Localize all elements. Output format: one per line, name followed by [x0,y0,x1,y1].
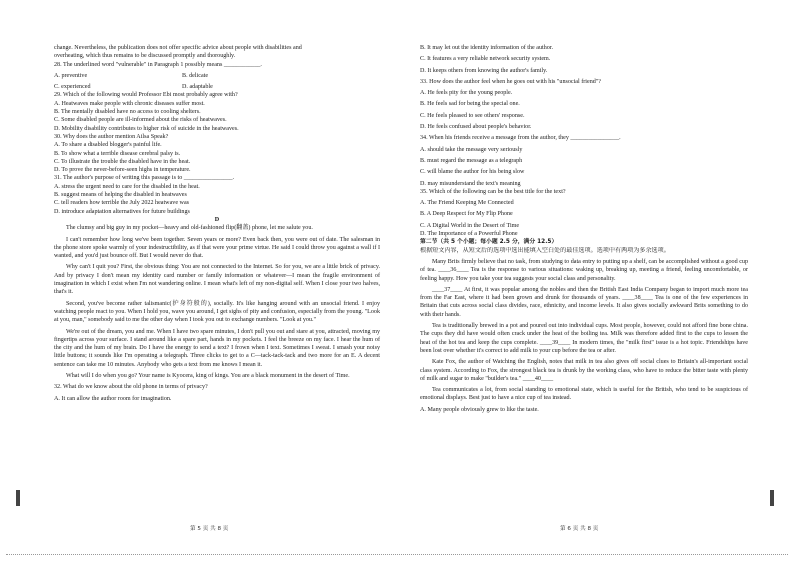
text-line: C. will blame the author for his being slow [420,169,525,176]
answer-option: C. experienced [54,84,91,91]
paragraph: Kate Fox, the author of Watching the English, notes that milk in tea also gives off social clues to Britain's all-important social class system. According to Fox, the strongest black tea is drunk by the working class, who have to reduce the bitter taste with plenty of milk and sugar to make "builder's tea." ____40____ [420,359,748,382]
text-line: change. Nevertheless, the publication does not offer specific advice about people with disabilities and [54,45,302,51]
text-line: C. To illustrate the trouble the disabled have in the heat. [54,158,191,165]
text-line: overheating, which thus remains to be discussed promptly and thoroughly. [54,53,236,60]
text-line: 29. Which of the following would Professor Ebi most probably agree with? [54,92,238,99]
text-line: D. He feels confused about people's behavior. [420,124,532,131]
paragraph: I can't remember how long we've been together. Seven years or more? Even back then, you were out of date. The salesman in the phone store spoke warmly of your indestructibility, as if that were your prime virtue. He said I could throw you against a wall if I wanted, and you'd just bounce off. But I would never do that. [54,236,380,260]
paragraph: What will I do when you go? Your name is Kyocera, king of kings. You are a black monument in the desert of Time. [66,372,350,379]
right-page-column [420,44,748,414]
text-line: D. It keeps others from knowing the author's family. [420,67,548,74]
text-line: A. stress the urgent need to care for the disabled in the heat. [54,183,200,190]
text-line: 32. What do we know about the old phone in terms of privacy? [54,384,208,391]
text-line: C. It features a very reliable network security system. [420,56,551,63]
answer-option: B. delicate [182,72,209,79]
text-line: D. Mobility disability contributes to higher risk of suicide in the heatwaves. [54,125,239,132]
text-line: C. He feels pleased to see others' response. [420,112,525,119]
answer-option: D. adaptable [182,84,213,91]
text-line: B. To show what a terrible disease cerebral palsy is. [54,150,181,157]
paragraph: Tea communicates a lot, from social standing to emotional state, which is useful for the British, who tend to be suspicious of emotional displays. Best just to have a nice cup of tea instead. [420,387,748,402]
binding-mark-left [16,490,20,506]
text-line: A. Heatwaves make people with chronic diseases suffer most. [54,100,205,107]
left-page-footer: 第 5 页 共 8 页 [190,526,229,532]
text-line: C. Some disabled people are ill-informed about the risks of heatwaves. [54,117,227,124]
text-line: B. It may let out the identity information of the author. [420,45,554,51]
paragraph: ____37____ At first, it was popular among the nobles and then the British East India Company began to import much more tea from the Far East, where it had been grown and drunk for thousands of years. ____38____ Tea is one of the few experiences in Britain that cuts across social class divides, race, ethnicity, and income levels. It also gives socially awkward Brits something to do with their hands. [420,286,748,318]
section-heading: 第二节（共 5 个小题；每小题 2.5 分，满分 12.5） [420,239,558,246]
text-line: C. tell readers how terrible the July 2022 heatwave was [54,200,190,207]
text-line: A. Many people obviously grew to like the taste. [420,406,539,413]
text-line: A. The Friend Keeping Me Connected [420,200,514,207]
text-line: 34. When his friends receive a message from the author, they ________________. [420,135,621,142]
option-row [54,72,380,80]
text-line: A. He feels pity for the young people. [420,90,513,97]
text-line: 30. Why does the author mention Ailsa Speak? [54,133,169,140]
paragraph: We're out of the dream, you and me. When I have two spare minutes, I don't pull you out and stare at you, attracted, moving my fingertips across your surface. I stand around like a spare part, hands in my pockets. I feel the breeze on my face. I hear the hum of the city and the hum of my brain. Do I have the energy to send a text? I frown when I text. Sometimes I sweat. I smash your noisy little buttons; it sounds like I'm operating a telegraph. Three clicks to get to a C—tack-tack-tack and two more for an E. A decent sentence can take me 10 minutes. Anybody who gets a text from me knows I mean it. [54,328,380,368]
text-line: 35. Which of the following can be the best title for the text? [420,188,566,195]
text-line: A. It can allow the author room for imagination. [54,395,172,402]
option-row [54,83,380,91]
text-line: B. He feels sad for being the special one. [420,101,520,108]
right-page-footer: 第 6 页 共 8 页 [560,526,599,532]
text-line: B. A Deep Respect for My Flip Phone [420,211,513,218]
text-line: D. The Importance of a Powerful Phone [420,231,518,238]
binding-mark-right [770,490,774,506]
text-line: 根据短文内容，从短文后的选项中选出能填入空白处的最佳选项。选项中有两项为多余选项。 [420,247,670,254]
text-line: C. A Digital World in the Desert of Time [420,222,520,229]
paragraph: Second, you've become rather talismanic(护身符般的), socially. It's like hanging around with an unsocial friend. I enjoy watching people react to you. When I hold you, wave you around, I get sighs of pity and confusion, especially from the young. "Look at you, man," somebody said to me the other day when I took you out to exchange numbers. "Look at you." [54,300,380,324]
left-page-column [54,44,380,403]
text-line: B. suggest means of helping the disabled in heatwaves [54,192,187,199]
bottom-edge [6,554,788,555]
text-line: 31. The author's purpose of writing this passage is to ________________. [54,175,235,182]
text-line: D. may misunderstand the text's meaning [420,180,521,187]
answer-option: A. preventive [54,72,88,79]
paragraph: Many Brits firmly believe that no task, from studying to data entry to putting up a shelf, can be accomplished without a good cup of tea. ____36____ Tea is the response to various situations: waking up, breaking up, meeting a friend, feeling uncomfortable, or feeling happy. How you take your tea suggests your social class and personality. [420,258,748,282]
paragraph: Tea is traditionally brewed in a pot and poured out into individual cups. Most people, however, could not afford fine bone china. The cups they did have would often crack under the heat of the boiling tea. Milk was therefore added first to the cups to lessen the heat of the hot tea and keep the cups complete. ____39____ In modern times, the "milk first" issue is a hot topic. Friendships have been lost over whether it's correct to add milk to your cup before the tea or after. [420,323,748,354]
text-line: A. To share a disabled blogger's painful life. [54,142,162,149]
text-line: 28. The underlined word "vulnerable" in Paragraph 1 possibly means ____________. [54,61,262,68]
text-line: B. must regard the message as a telegraph [420,157,523,164]
text-line: B. The mentally disabled have no access to cooling shelters. [54,109,201,116]
paragraph: Why can't I quit you? First, the obvious thing: You are not connected to the Internet. So for you, we are a little brick of privacy. And by privacy I don't mean my identity card number or family information or whatever—I mean the fragile environment of imagination in which I exist when I'm not wandering online. I mean what's left of my non-digital self. When I close your two halves, that's it. [54,264,380,296]
text-line: D. introduce adaptation alternatives for future buildings [54,208,190,215]
paragraph: The clumsy and big guy in my pocket—heavy and old-fashioned flip(翻盖) phone, let me salute you. [66,225,313,232]
text-line: D [214,216,220,223]
text-line: A. should take the message very seriously [420,146,523,153]
text-line: D. To prove the never-before-seen highs in temperature. [54,167,191,174]
text-line: 33. How does the author feel when he goes out with his "unsocial friend"? [420,78,601,85]
